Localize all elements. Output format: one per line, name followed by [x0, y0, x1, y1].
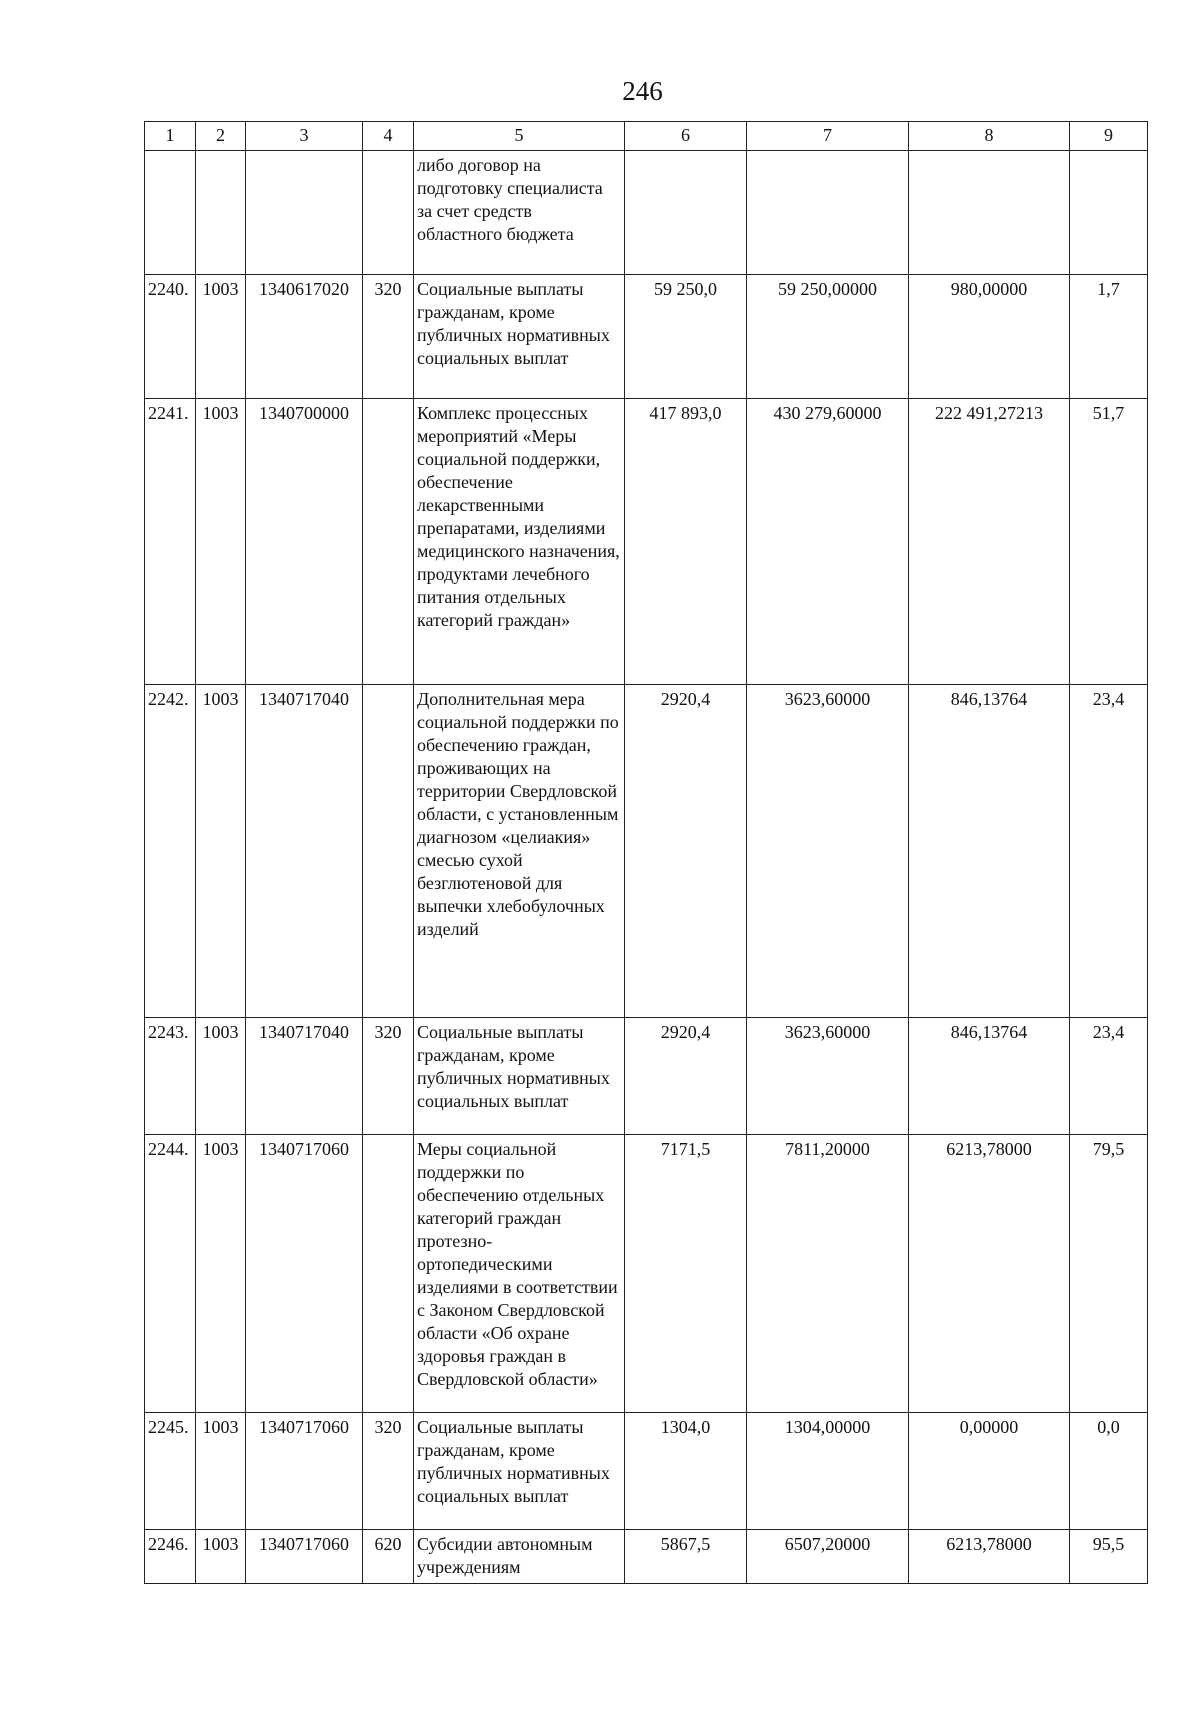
column-header: 9: [1070, 122, 1148, 151]
row-number: [145, 151, 196, 275]
item-name: Социальные выплаты гражданам, кроме публичных нормативных социальных выплат: [414, 1018, 625, 1135]
section-code: 1003: [196, 399, 246, 685]
value-col-6: 7171,5: [625, 1135, 747, 1413]
value-col-8: [909, 151, 1070, 275]
table-row: [145, 1018, 1148, 1135]
table-row: [145, 1135, 1148, 1413]
table-row: [145, 151, 1148, 275]
expense-type-code: [363, 151, 414, 275]
column-number-row: [145, 122, 1148, 151]
page-number: 246: [622, 76, 663, 106]
column-header: 3: [246, 122, 363, 151]
item-name: либо договор на подготовку специалиста за счет средств областного бюджета: [414, 151, 625, 275]
value-col-6: 1304,0: [625, 1413, 747, 1530]
row-number: 2240.: [145, 275, 196, 399]
value-col-9: 1,7: [1070, 275, 1148, 399]
value-col-8: 846,13764: [909, 685, 1070, 1018]
column-header: 6: [625, 122, 747, 151]
value-col-8: 0,00000: [909, 1413, 1070, 1530]
item-name: Социальные выплаты гражданам, кроме публичных нормативных социальных выплат: [414, 275, 625, 399]
value-col-7: 59 250,00000: [747, 275, 909, 399]
row-number: 2242.: [145, 685, 196, 1018]
expense-type-code: [363, 1135, 414, 1413]
item-name: Меры социальной поддержки по обеспечению отдельных категорий граждан протезно-ортопедическими изделиями в соответствии с Законом Свердловской области «Об охране здоровья граждан в Свердловской области»: [414, 1135, 625, 1413]
value-col-6: 2920,4: [625, 1018, 747, 1135]
expense-type-code: 320: [363, 1413, 414, 1530]
table-row: [145, 1413, 1148, 1530]
expense-type-code: [363, 399, 414, 685]
value-col-9: 79,5: [1070, 1135, 1148, 1413]
value-col-6: 417 893,0: [625, 399, 747, 685]
value-col-8: 6213,78000: [909, 1135, 1070, 1413]
row-number: 2243.: [145, 1018, 196, 1135]
table-row: [145, 1530, 1148, 1584]
value-col-9: [1070, 151, 1148, 275]
value-col-7: 3623,60000: [747, 685, 909, 1018]
value-col-6: 2920,4: [625, 685, 747, 1018]
column-header: 5: [414, 122, 625, 151]
target-article-code: 1340717040: [246, 1018, 363, 1135]
target-article-code: 1340717040: [246, 685, 363, 1018]
target-article-code: 1340700000: [246, 399, 363, 685]
section-code: 1003: [196, 275, 246, 399]
table-row: [145, 685, 1148, 1018]
item-name: Социальные выплаты гражданам, кроме публичных нормативных социальных выплат: [414, 1413, 625, 1530]
item-name: Субсидии автономным учреждениям: [414, 1530, 625, 1584]
value-col-8: 6213,78000: [909, 1530, 1070, 1584]
value-col-9: 95,5: [1070, 1530, 1148, 1584]
value-col-7: 7811,20000: [747, 1135, 909, 1413]
value-col-7: 3623,60000: [747, 1018, 909, 1135]
row-number: 2244.: [145, 1135, 196, 1413]
value-col-9: 23,4: [1070, 1018, 1148, 1135]
column-header: 8: [909, 122, 1070, 151]
section-code: 1003: [196, 1135, 246, 1413]
value-col-6: 59 250,0: [625, 275, 747, 399]
section-code: 1003: [196, 685, 246, 1018]
table-row: [145, 399, 1148, 685]
value-col-7: 6507,20000: [747, 1530, 909, 1584]
value-col-7: 430 279,60000: [747, 399, 909, 685]
section-code: 1003: [196, 1530, 246, 1584]
value-col-7: [747, 151, 909, 275]
row-number: 2241.: [145, 399, 196, 685]
target-article-code: [246, 151, 363, 275]
value-col-8: 980,00000: [909, 275, 1070, 399]
expense-type-code: [363, 685, 414, 1018]
value-col-6: [625, 151, 747, 275]
column-header: 4: [363, 122, 414, 151]
expense-type-code: 320: [363, 1018, 414, 1135]
table-row: [145, 275, 1148, 399]
value-col-9: 0,0: [1070, 1413, 1148, 1530]
section-code: [196, 151, 246, 275]
target-article-code: 1340717060: [246, 1413, 363, 1530]
value-col-8: 222 491,27213: [909, 399, 1070, 685]
column-header: 2: [196, 122, 246, 151]
row-number: 2245.: [145, 1413, 196, 1530]
section-code: 1003: [196, 1018, 246, 1135]
value-col-8: 846,13764: [909, 1018, 1070, 1135]
expense-type-code: 320: [363, 275, 414, 399]
column-header: 7: [747, 122, 909, 151]
value-col-7: 1304,00000: [747, 1413, 909, 1530]
budget-table: [144, 121, 1148, 1584]
target-article-code: 1340717060: [246, 1530, 363, 1584]
target-article-code: 1340717060: [246, 1135, 363, 1413]
value-col-9: 51,7: [1070, 399, 1148, 685]
item-name: Комплекс процессных мероприятий «Меры социальной поддержки, обеспечение лекарственными препаратами, изделиями медицинского назначения, продуктами лечебного питания отдельных категорий граждан»: [414, 399, 625, 685]
section-code: 1003: [196, 1413, 246, 1530]
target-article-code: 1340617020: [246, 275, 363, 399]
value-col-6: 5867,5: [625, 1530, 747, 1584]
column-header: 1: [145, 122, 196, 151]
item-name: Дополнительная мера социальной поддержки по обеспечению граждан, проживающих на территории Свердловской области, с установленным диагнозом «целиакия» смесью сухой безглютеновой для выпечки хлебобулочных изделий: [414, 685, 625, 1018]
expense-type-code: 620: [363, 1530, 414, 1584]
row-number: 2246.: [145, 1530, 196, 1584]
value-col-9: 23,4: [1070, 685, 1148, 1018]
